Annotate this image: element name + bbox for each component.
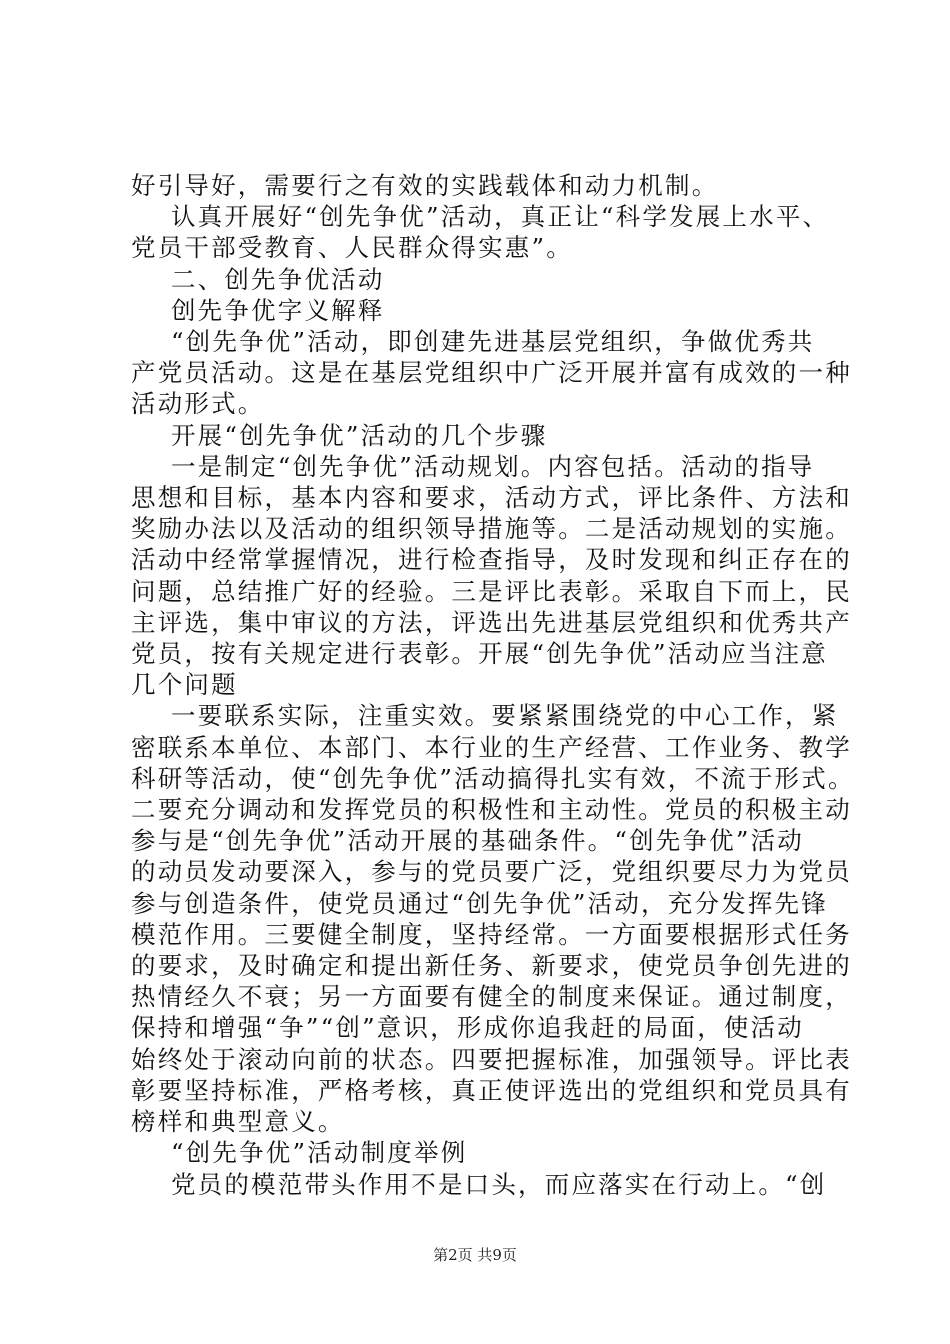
text-line: 奖励办法以及活动的组织领导措施等。二是活动规划的实施。: [131, 514, 852, 544]
text-line: 彰要坚持标准，严格考核，真正使评选出的党组织和党员具有: [131, 1075, 852, 1105]
text-line: 开展“创先争优”活动的几个步骤: [131, 420, 548, 450]
text-line: 二、创先争优活动: [131, 264, 385, 294]
text-line: 创先争优字义解释: [131, 295, 385, 325]
text-line: 几个问题: [131, 670, 238, 700]
text-line: 活动形式。: [131, 389, 265, 419]
text-line: 参与创造条件，使党员通过“创先争优”活动，充分发挥先锋: [131, 888, 828, 918]
text-line: 产党员活动。这是在基层党组织中广泛开展并富有成效的一种: [131, 358, 852, 388]
text-line: 主评选，集中审议的方法，评选出先进基层党组织和优秀共产: [131, 607, 852, 637]
text-line: 模范作用。三要健全制度，坚持经常。一方面要根据形式任务: [131, 919, 852, 949]
text-line: 参与是“创先争优”活动开展的基础条件。“创先争优”活动: [131, 826, 804, 856]
text-line: 认真开展好“创先争优”活动，真正让“科学发展上水平、: [131, 202, 830, 232]
text-line: 密联系本单位、本部门、本行业的生产经营、工作业务、教学: [131, 732, 852, 762]
text-line: “创先争优”活动制度举例: [131, 1138, 468, 1168]
text-line: 思想和目标，基本内容和要求，活动方式，评比条件、方法和: [131, 483, 852, 513]
text-line: 一是制定“创先争优”活动规划。内容包括。活动的指导: [131, 451, 815, 481]
text-line: 党员，按有关规定进行表彰。开展“创先争优”活动应当注意: [131, 639, 828, 669]
text-line: 榜样和典型意义。: [131, 1107, 345, 1137]
text-line: 活动中经常掌握情况，进行检查指导，及时发现和纠正存在的: [131, 545, 852, 575]
text-line: 热情经久不衰；另一方面要有健全的制度来保证。通过制度，: [131, 982, 852, 1012]
text-line: 科研等活动，使“创先争优”活动搞得扎实有效，不流于形式。: [131, 763, 855, 793]
text-line: 的要求，及时确定和提出新任务、新要求，使党员争创先进的: [131, 951, 852, 981]
document-body: [131, 170, 855, 1200]
text-line: 一要联系实际，注重实效。要紧紧围绕党的中心工作，紧: [131, 701, 839, 731]
text-line: 党员的模范带头作用不是口头，而应落实在行动上。“创: [131, 1169, 827, 1199]
text-line: 始终处于滚动向前的状态。四要把握标准，加强领导。评比表: [131, 1044, 852, 1074]
text-line: 好引导好，需要行之有效的实践载体和动力机制。: [131, 171, 719, 200]
text-line: “创先争优”活动，即创建先进基层党组织，争做优秀共: [131, 327, 815, 357]
text-line: 保持和增强“争”“创”意识，形成你追我赶的局面，使活动: [131, 1013, 804, 1043]
page-footer: 第2页 共9页: [433, 1246, 517, 1264]
text-line: 党员干部受教育、人民群众得实惠”。: [131, 233, 573, 263]
text-line: 二要充分调动和发挥党员的积极性和主动性。党员的积极主动: [131, 795, 852, 825]
text-line: 问题，总结推广好的经验。三是评比表彰。采取自下而上，民: [131, 576, 852, 606]
text-line: 的动员发动要深入，参与的党员要广泛，党组织要尽力为党员: [131, 857, 852, 887]
